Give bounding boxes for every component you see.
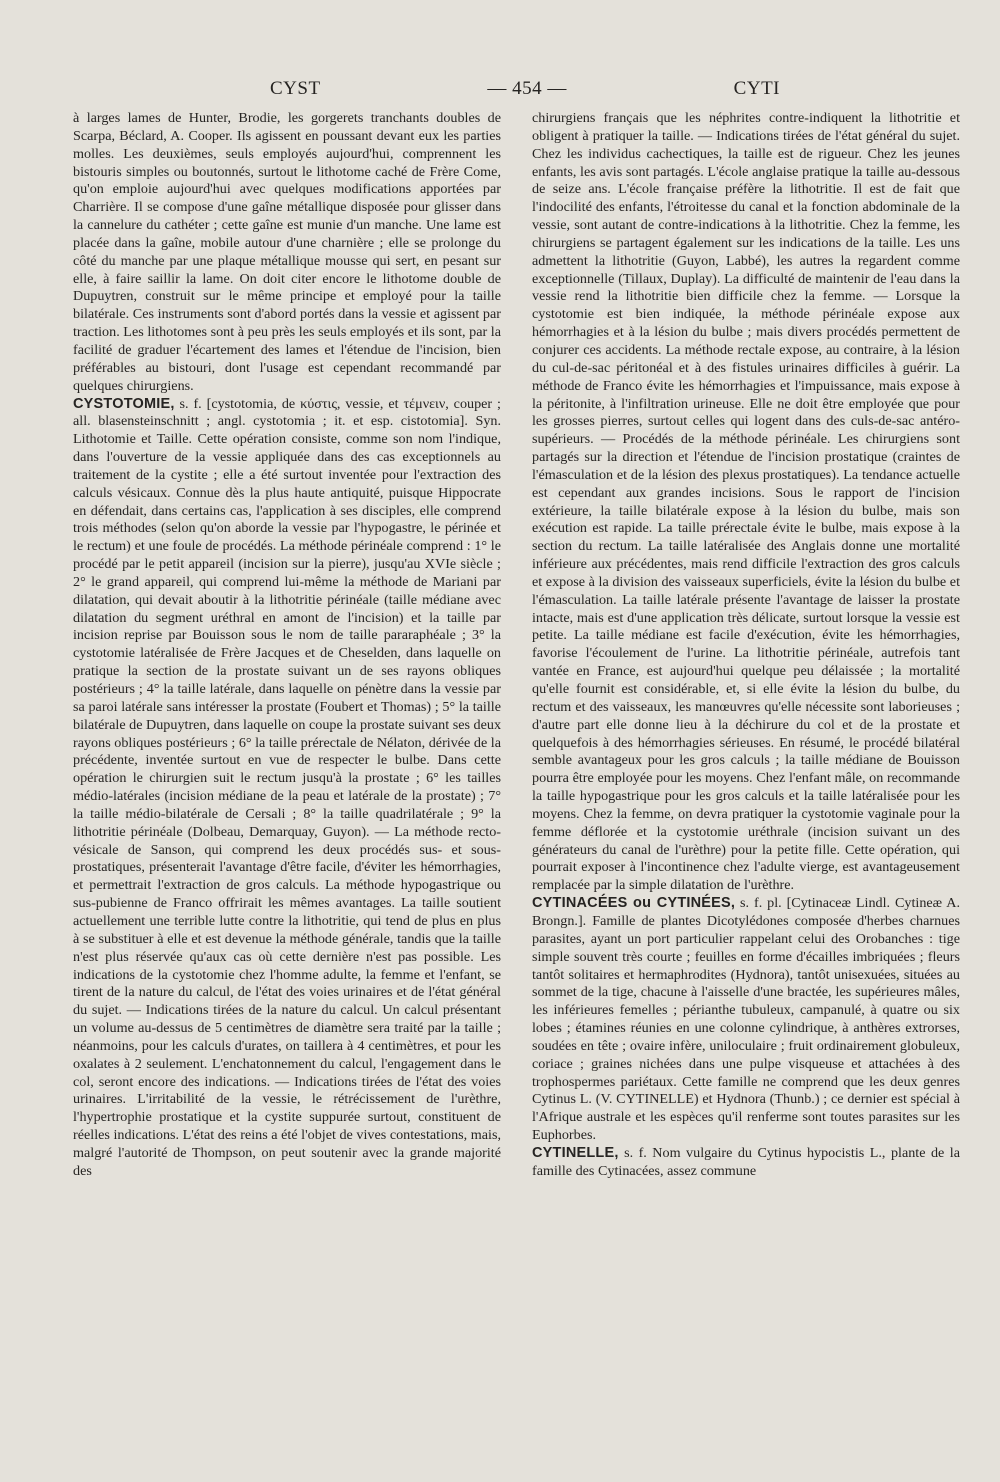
entry-cytinelle [532, 1145, 960, 1181]
running-header [270, 78, 780, 102]
continued-paragraph: à larges lames de Hunter, Brodie, les gorgerets tranchants doubles de Scarpa, Béclard, A. Cooper. Ils agissent en poussant devant eux les parties molles. Les deuxièmes, seuls employés aujourd'hui, comprennent les bistouris simples ou boutonnés, surtout le lithotome caché de Frère Come, qu'on emploie aujourd'hui avec quelques modifications apportées par Charrière. Il se compose d'une gaîne métallique disposée pour glisser dans la cannelure du cathéter ; cette gaîne est munie d'un manche. Une lame est placée dans la gaîne, mobile autour d'une charnière ; elle se prolonge du côté du manche par une plaque métallique mousse qui sert, en pesant sur elle, à faire saillir la lame. On doit citer encore le lithotome double de Dupuytren, construit sur le même principe et employé pour la taille bilatérale. Ces instruments sont d'abord portés dans la vessie et agissent par traction. Les lithotomes sont à peu près les seuls employés et ils sont, par la facilité de graduer l'écartement des lames et l'étendue de l'incision, bien préférables au bistouri, dont l'usage est cependant recommandé par quelques chirurgiens. [73, 110, 501, 394]
continued-paragraph: chirurgiens français que les néphrites contre-indiquent la lithotritie et obligent à pratiquer la taille. — Indications tirées de l'état général du sujet. Chez les individus cachectiques, la taille est de rigueur. Chez les jeunes enfants, les avis sont partagés. L'école anglaise pratique la taille au-dessous de seize ans. L'école française préfère la lithotritie. Il est de fait que l'indocilité des enfants, l'étroitesse du canal et la fonction abdominale de la vessie, sont autant de contre-indications à la lithotritie. Chez la femme, les chirurgiens se partagent également sur les indications de la taille. Les uns admettent la lithotritie (Guyon, Labbé), les autres la regardent comme exceptionnelle (Tillaux, Duplay). La difficulté de maintenir de l'eau dans la vessie rend la lithotritie bien difficile chez la femme. — Lorsque la cystotomie est bien indiquée, la méthode périnéale expose aux hémorrhagies et à la lésion du bulbe ; mais divers procédés permettent de conjurer ces accidents. La méthode rectale expose, au contraire, à la lésion du cul-de-sac péritonéal et à des fistules urinaires difficiles à guérir. La méthode de Franco évite les hémorrhagies et l'impuissance, mais expose à la péritonite, à l'infiltration urineuse. Elle ne doit être employée que pour les grosses pierres, surtout celles qui logent dans des culs-de-sac antéro-supérieurs. — Procédés de la méthode périnéale. Les chirurgiens sont partagés sur la direction et l'étendue de l'incision prostatique (craintes de l'émasculation et de la lésion des plexus prostatiques). La tendance actuelle est cependant aux grandes incisions. Sous le rapport de l'incision extérieure, la taille bilatérale expose à la lésion du bulbe, mais son exécution est rapide. La taille prérectale évite le bulbe, mais expose à la section du rectum. La taille latéralisée des Anglais donne une mortalité inférieure aux précédentes, mais rend difficile l'extraction des gros calculs et expose à la division des vaisseaux superficiels, évite la lésion du bulbe et l'émasculation. La taille latérale présente l'avantage de laisser la prostate intacte, mais est d'une application très délicate, surtout lorsque la vessie est petite. La taille médiane est facile d'exécution, évite les hémorrhagies, favorise l'écoulement de l'urine. La lithotritie périnéale, autrefois tant vantée en France, est aujourd'hui quelque peu délaissée ; la mortalité qu'elle fournit est considérable, et, si elle évite la lésion du bulbe, du rectum et des vaisseaux, les manœuvres qu'elle nécessite sont laborieuses ; d'autre part elle donne lieu à la déchirure du col et de la prostate et quelquefois à des hémorrhagies sérieuses. En résumé, le procédé bilatéral semble avantageux pour les gros calculs ; la taille médiane de Bouisson pourra être employée pour les moyens. Chez l'enfant mâle, on recommande la taille hypogastrique pour les gros calculs et la taille latéralisée pour les moyens. Chez la femme, on devra pratiquer la cystotomie vaginale pour la femme déflorée et la cystotomie uréthrale (incision suivant un des générateurs du canal de l'urèthre) pour la petite fille. Cette opération, qui pourrait exposer à l'incontinence chez l'adulte vierge, est avantageusement remplacée par la simple dilatation de l'urèthre. [532, 110, 960, 894]
left-column [73, 110, 501, 1181]
entry-headword: CYSTOTOMIE, [73, 395, 175, 412]
entry-body: s. f. Nom vulgaire du Cytinus hypocistis L., plante de la famille des Cytinacées, assez commune [532, 1144, 960, 1179]
header-left-guideword: CYST [270, 78, 321, 99]
entry-cystotomie [73, 396, 501, 1181]
entry-headword: CYTINELLE, [532, 1144, 619, 1161]
entry-cytinacees [532, 895, 960, 1145]
header-right-guideword: CYTI [733, 78, 780, 99]
entry-body: s. f. pl. [Cytinaceæ Lindl. Cytineæ A. Brongn.]. Famille de plantes Dicotylédones composée d'herbes charnues parasites, ayant un port particulier rappelant celui des Orobanches : tige simple souvent très courte ; feuilles en forme d'écailles imbriquées ; fleurs tantôt solitaires et hermaphrodites (Hydnora), tantôt unisexuées, situées au sommet de la tige, chacune à l'aisselle d'une bractée, les supérieures mâles, les inférieures femelles ; périanthe tubuleux, campanulé, à quatre ou six lobes ; étamines réunies en une colonne cylindrique, à anthères extrorses, soudées en tête ; ovaire infère, uniloculaire ; fruit ordinairement globuleux, coriace ; graines nichées dans une pulpe visqueuse et attachées à des trophospermes pariétaux. Cette famille ne comprend que les deux genres Cytinus L. (V. CYTINELLE) et Hydnora (Thunb.) ; ce dernier est spécial à l'Afrique australe et les espèces qu'il renferme sont toutes parasites sur les Euphorbes. [532, 895, 960, 1144]
entry-body: s. f. [cystotomia, de κύστις, vessie, et τέμνειν, couper ; all. blasensteinschnitt ; angl. cystotomia ; it. et esp. cistotomia]. Syn. Lithotomie et Taille. Cette opération consiste, comme son nom l'indique, dans l'ouverture de la vessie appliquée dans des cas exceptionnels au traitement de la cystite ; elle a été surtout inventée pour l'extraction des calculs vésicaux. Connue dès la plus haute antiquité, puisque Hippocrate en défendait, dans certains cas, l'application à ses disciples, elle comprend trois méthodes (selon qu'on aborde la vessie par l'hypogastre, le périnée et le rectum) et une foule de procédés. La méthode périnéale comprend : 1° le procédé par le petit appareil (incision sur la pierre), jusqu'au XVIe siècle ; 2° le grand appareil, qui comprend lui-même la méthode de Mariani par dilatation, qui devait aboutir à la lithotritie périnéale (taille médiane avec dilatation du segment uréthral en amont de l'incision) et la taille par incision reprise par Bouisson sous le nom de taille pararaphéale ; 3° la cystotomie latéralisée de Frère Jacques et de Cheselden, dans laquelle on pratique la section de la prostate suivant un de ses rayons obliques postérieurs ; 4° la taille latérale, dans laquelle on pénètre dans la vessie par sa paroi latérale sans intéresser la prostate (Foubert et Thomas) ; 5° la taille bilatérale de Dupuytren, dans laquelle on coupe la prostate suivant ses deux rayons obliques postérieurs ; 6° la taille prérectale de Nélaton, dérivée de la précédente, inventée surtout en vue de respecter le bulbe. Dans cette opération le chirurgien suit le rectum jusqu'à la prostate ; 6° les tailles médio-latérales (incision médiane de la peau et latérale de la prostate) ; 7° la taille médio-bilatérale de Cersali ; 8° la taille quadrilatérale ; 9° la lithotritie périnéale (Dolbeau, Demarquay, Guyon). — La méthode recto-vésicale de Sanson, qui comprend les deux procédés sus- et sous-prostatiques, présenterait l'avantage d'être facile, d'éviter les hémorrhagies, et permettrait l'extraction de gros calculs. La méthode hypogastrique ou sus-pubienne de Franco offrirait les mêmes avantages. La taille soutient actuellement une terrible lutte contre la lithotritie, qui tend de plus en plus à se substituer à elle et est devenue la méthode générale, tandis que la taille n'est plus réservée qu'aux cas où cette dernière n'est pas possible. Les indications de la cystotomie chez l'homme adulte, la femme et l'enfant, se tirent de la nature du calcul, de l'état des voies urinaires et de l'état général du sujet. — Indications tirées de la nature du calcul. Un calcul présentant un volume au-dessus de 5 centimètres de diamètre sera traité par la taille ; néanmoins, pour les calculs d'urates, on taillera à 4 centimètres, et pour les oxalates à 2 seulement. L'enchatonnement du calcul, l'engagement dans le col, seront encore des indications. — Indications tirées de l'état des voies urinaires. L'irritabilité de la vessie, le rétrécissement de l'urèthre, l'hypertrophie prostatique et la cystite suppurée surtout, constituent de réelles indications. L'état des reins a été l'objet de vives contestations, mais, malgré l'autorité de Thompson, on peut soutenir avec la grande majorité des [73, 395, 502, 1179]
entry-headword: CYTINACÉES ou CYTINÉES, [532, 895, 736, 912]
page-number: — 454 — [487, 78, 567, 99]
right-column [532, 110, 960, 1181]
